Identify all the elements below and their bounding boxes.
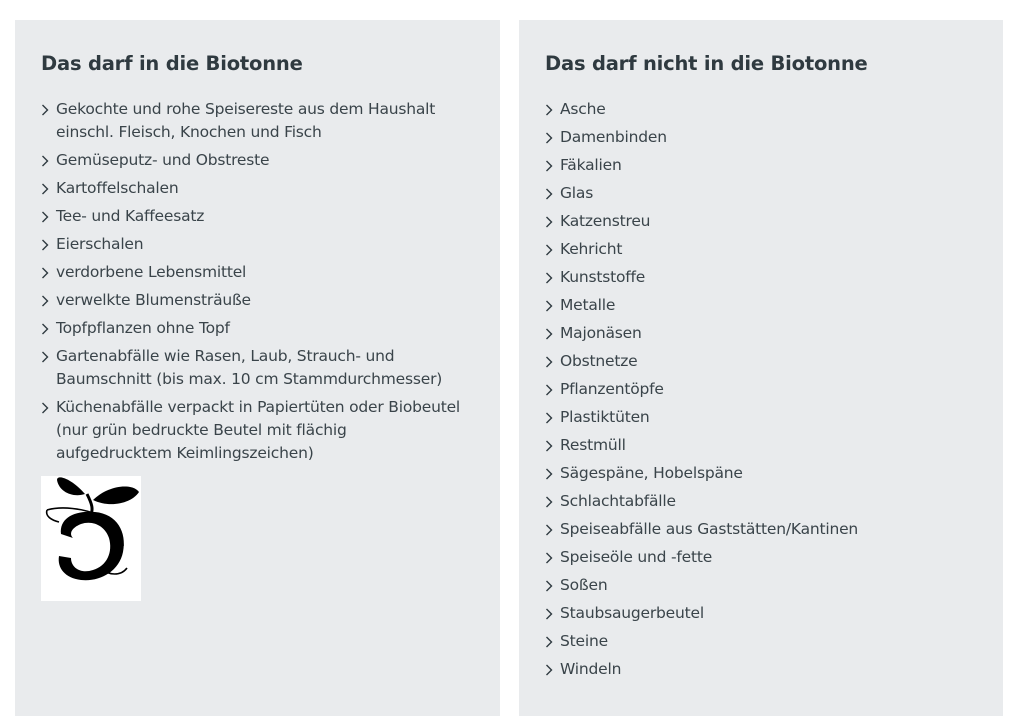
chevron-right-icon [545,580,553,592]
list-item-label: Speiseöle und -fette [560,548,713,566]
list-item-label: Gemüseputz- und Obstreste [56,151,270,169]
chevron-right-icon [545,440,553,452]
chevron-right-icon [545,636,553,648]
list-item [41,396,466,465]
list-item [545,350,1003,373]
chevron-right-icon [545,384,553,396]
list-item [545,266,1003,289]
list-item-label: Windeln [560,660,622,678]
chevron-right-icon [41,239,49,251]
list-item-label: Damenbinden [560,128,667,146]
chevron-right-icon [41,211,49,223]
chevron-right-icon [545,608,553,620]
list-item [41,261,466,284]
list-item [545,490,1003,513]
allowed-panel [15,20,500,716]
chevron-right-icon [545,272,553,284]
not-allowed-title: Das darf nicht in die Biotonne [545,52,868,75]
list-item [545,658,1003,681]
list-item [41,177,466,200]
list-item-label: Kehricht [560,240,623,258]
chevron-right-icon [41,295,49,307]
list-item-label: Kartoffelschalen [56,179,179,197]
list-item-label: Küchenabfälle verpackt in Papiertüten oder Biobeutel (nur grün bedruckte Beutel mit flächig aufgedrucktem Keimlingszeichen) [56,398,461,462]
list-item-label: Schlachtabfälle [560,492,676,510]
chevron-right-icon [545,496,553,508]
list-item-label: Majonäsen [560,324,642,342]
chevron-right-icon [545,552,553,564]
list-item [545,210,1003,233]
chevron-right-icon [545,468,553,480]
not-allowed-list [545,98,1003,681]
allowed-list [41,98,500,465]
chevron-right-icon [545,412,553,424]
list-item-label: Plastiktüten [560,408,650,426]
list-item [545,630,1003,653]
list-item-label: Katzenstreu [560,212,651,230]
chevron-right-icon [545,188,553,200]
list-item [545,98,1003,121]
list-item [41,289,466,312]
list-item-label: Pflanzentöpfe [560,380,664,398]
list-item-label: Gartenabfälle wie Rasen, Laub, Strauch- und Baumschnitt (bis max. 10 cm Stammdurchmesser) [56,347,443,388]
list-item [545,238,1003,261]
chevron-right-icon [545,300,553,312]
list-item-label: Staubsaugerbeutel [560,604,704,622]
list-item [545,182,1003,205]
chevron-right-icon [41,351,49,363]
list-item [545,154,1003,177]
list-item-label: Glas [560,184,594,202]
list-item [545,462,1003,485]
not-allowed-panel [519,20,1003,716]
chevron-right-icon [545,132,553,144]
list-item [41,205,466,228]
list-item-label: Asche [560,100,606,118]
list-item-label: Gekochte und rohe Speisereste aus dem Haushalt einschl. Fleisch, Knochen und Fisch [56,100,436,141]
list-item-label: Soßen [560,576,608,594]
chevron-right-icon [545,104,553,116]
list-item [545,406,1003,429]
list-item-label: verdorbene Lebensmittel [56,263,247,281]
list-item-label: Topfpflanzen ohne Topf [56,319,230,337]
list-item [545,574,1003,597]
chevron-right-icon [545,356,553,368]
list-item [41,233,466,256]
chevron-right-icon [41,104,49,116]
chevron-right-icon [545,664,553,676]
chevron-right-icon [545,328,553,340]
list-item [545,378,1003,401]
list-item [545,434,1003,457]
chevron-right-icon [41,155,49,167]
chevron-right-icon [41,183,49,195]
seedling-compostable-logo-icon [41,476,141,601]
list-item-label: Sägespäne, Hobelspäne [560,464,743,482]
list-item-label: Eierschalen [56,235,144,253]
list-item [545,518,1003,541]
list-item-label: Restmüll [560,436,626,454]
chevron-right-icon [41,323,49,335]
list-item [545,602,1003,625]
list-item-label: Kunststoffe [560,268,646,286]
list-item [545,126,1003,149]
list-item [545,294,1003,317]
list-item-label: verwelkte Blumensträuße [56,291,251,309]
list-item-label: Speiseabfälle aus Gaststätten/Kantinen [560,520,859,538]
list-item [545,546,1003,569]
chevron-right-icon [545,216,553,228]
chevron-right-icon [545,160,553,172]
list-item-label: Fäkalien [560,156,622,174]
list-item-label: Steine [560,632,608,650]
list-item [41,345,466,391]
list-item-label: Tee- und Kaffeesatz [56,207,205,225]
chevron-right-icon [545,524,553,536]
chevron-right-icon [41,267,49,279]
list-item [545,322,1003,345]
chevron-right-icon [545,244,553,256]
list-item [41,98,466,144]
list-item-label: Obstnetze [560,352,638,370]
list-item [41,317,466,340]
list-item [41,149,466,172]
allowed-title: Das darf in die Biotonne [41,52,303,75]
chevron-right-icon [41,402,49,414]
list-item-label: Metalle [560,296,616,314]
